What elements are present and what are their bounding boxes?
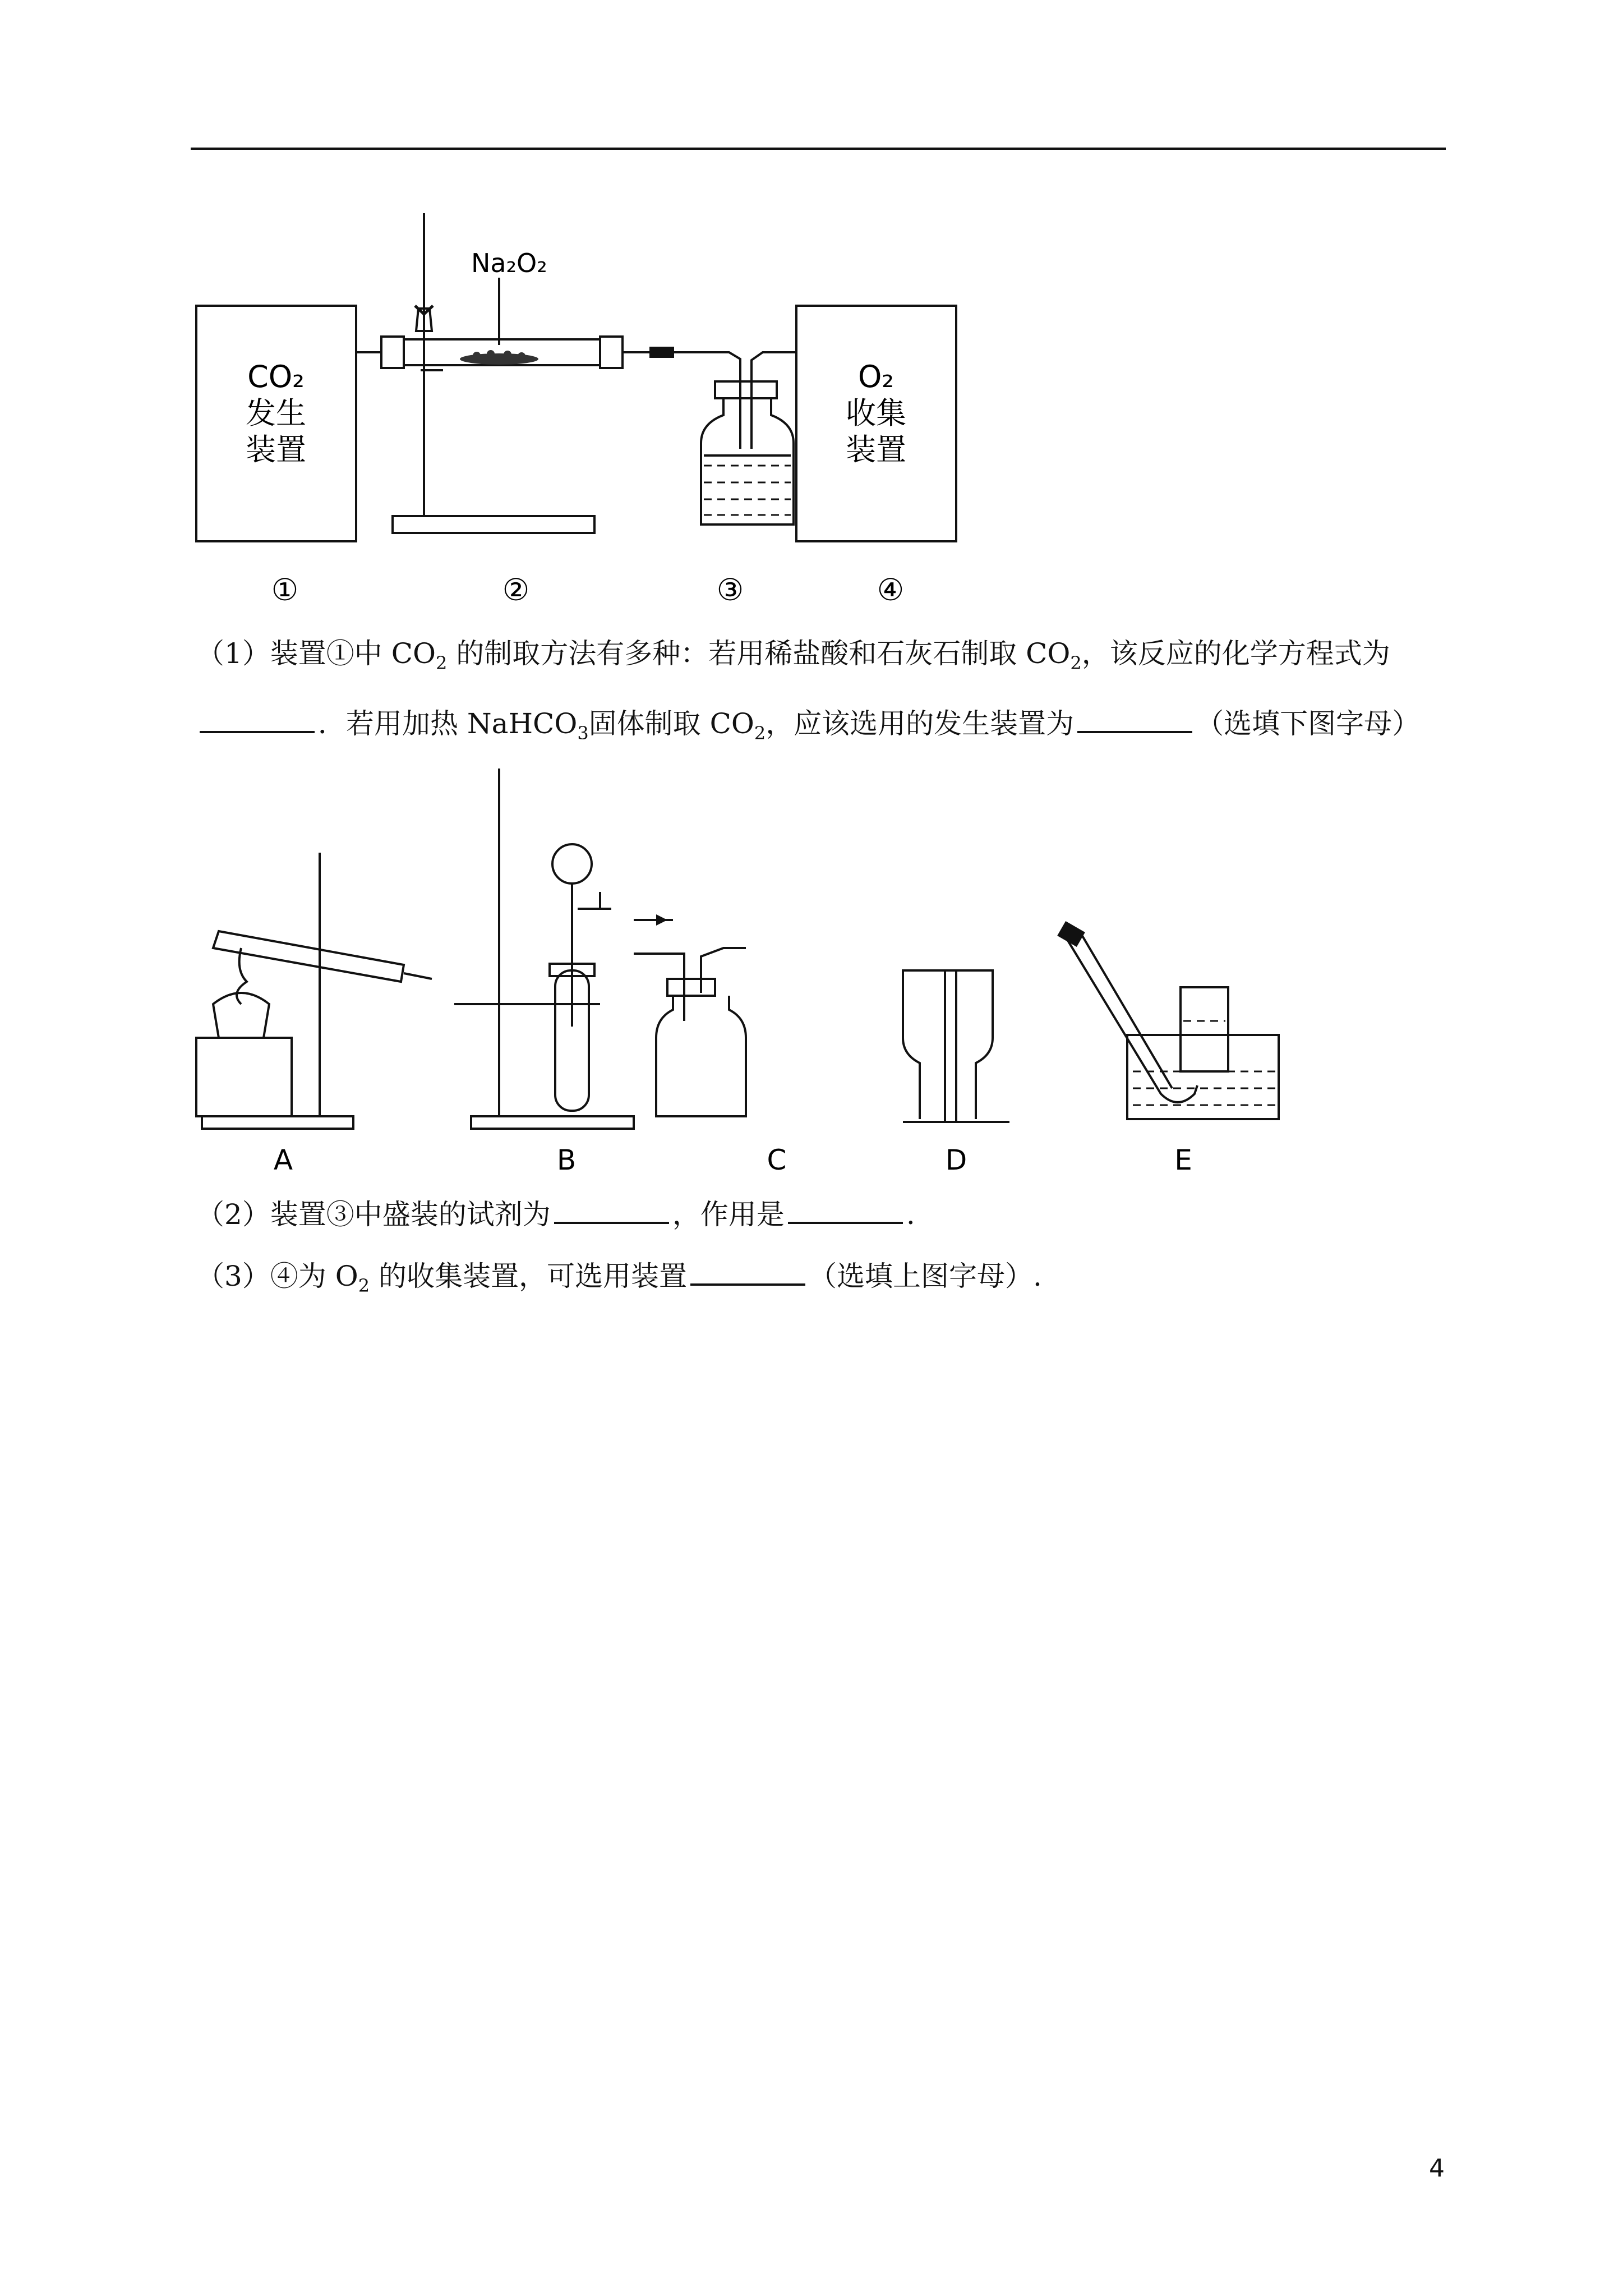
box4-line2: 收集 [846, 395, 906, 431]
box1-line3: 装置 [246, 432, 306, 467]
box4-line1: O₂ [857, 359, 895, 394]
device-num-3: ③ [716, 572, 744, 608]
answer-blank-reagent[interactable] [554, 1199, 669, 1224]
question-1-line-2: ．若用加热 NaHCO$_3$固体制取 $CO_2$，应该选用的发生装置为 （选填下图字母） [196, 704, 1420, 753]
answer-blank-purpose[interactable] [788, 1199, 903, 1224]
question-3: （3）④为 $O_2$ 的收集装置，可选用装置 （选填上图字母）. [196, 1260, 1042, 1296]
question-2: （2）装置③中盛装的试剂为 ，作用是 . [196, 1198, 915, 1231]
collection-bottle [1181, 987, 1228, 1071]
alcohol-lamp [213, 993, 269, 1038]
answer-blank-collector[interactable] [690, 1261, 805, 1286]
wood-block [196, 1038, 292, 1116]
device-num-2: ② [502, 572, 530, 608]
device-label-c: C [767, 1144, 787, 1176]
device-label-d: D [945, 1144, 967, 1176]
box1-line2: 发生 [246, 395, 306, 431]
answer-blank-equation[interactable] [200, 708, 315, 733]
device-num-1: ① [271, 572, 299, 608]
header-rule [191, 148, 1446, 150]
device-label-a: A [273, 1144, 293, 1176]
apparatus-diagram-1 [185, 202, 998, 623]
device-num-4: ④ [877, 572, 905, 608]
answer-blank-generator[interactable] [1077, 708, 1192, 733]
stand-base [393, 516, 594, 533]
box4-line3: 装置 [846, 432, 906, 467]
question-1-line-1: （1）装置①中 $CO_2$ 的制取方法有多种：若用稀盐酸和石灰石制取 $CO_2$，该反应的化学方程式为 [196, 637, 1390, 674]
box1-line1: CO₂ [247, 359, 305, 394]
page-number: 4 [1429, 2154, 1445, 2183]
bottle-stopper [715, 381, 777, 398]
apparatus-diagram-2 [185, 757, 1335, 1189]
device-label-e: E [1174, 1144, 1192, 1176]
na2o2-label: Na₂O₂ [471, 248, 547, 278]
device-label-b: B [556, 1144, 577, 1176]
